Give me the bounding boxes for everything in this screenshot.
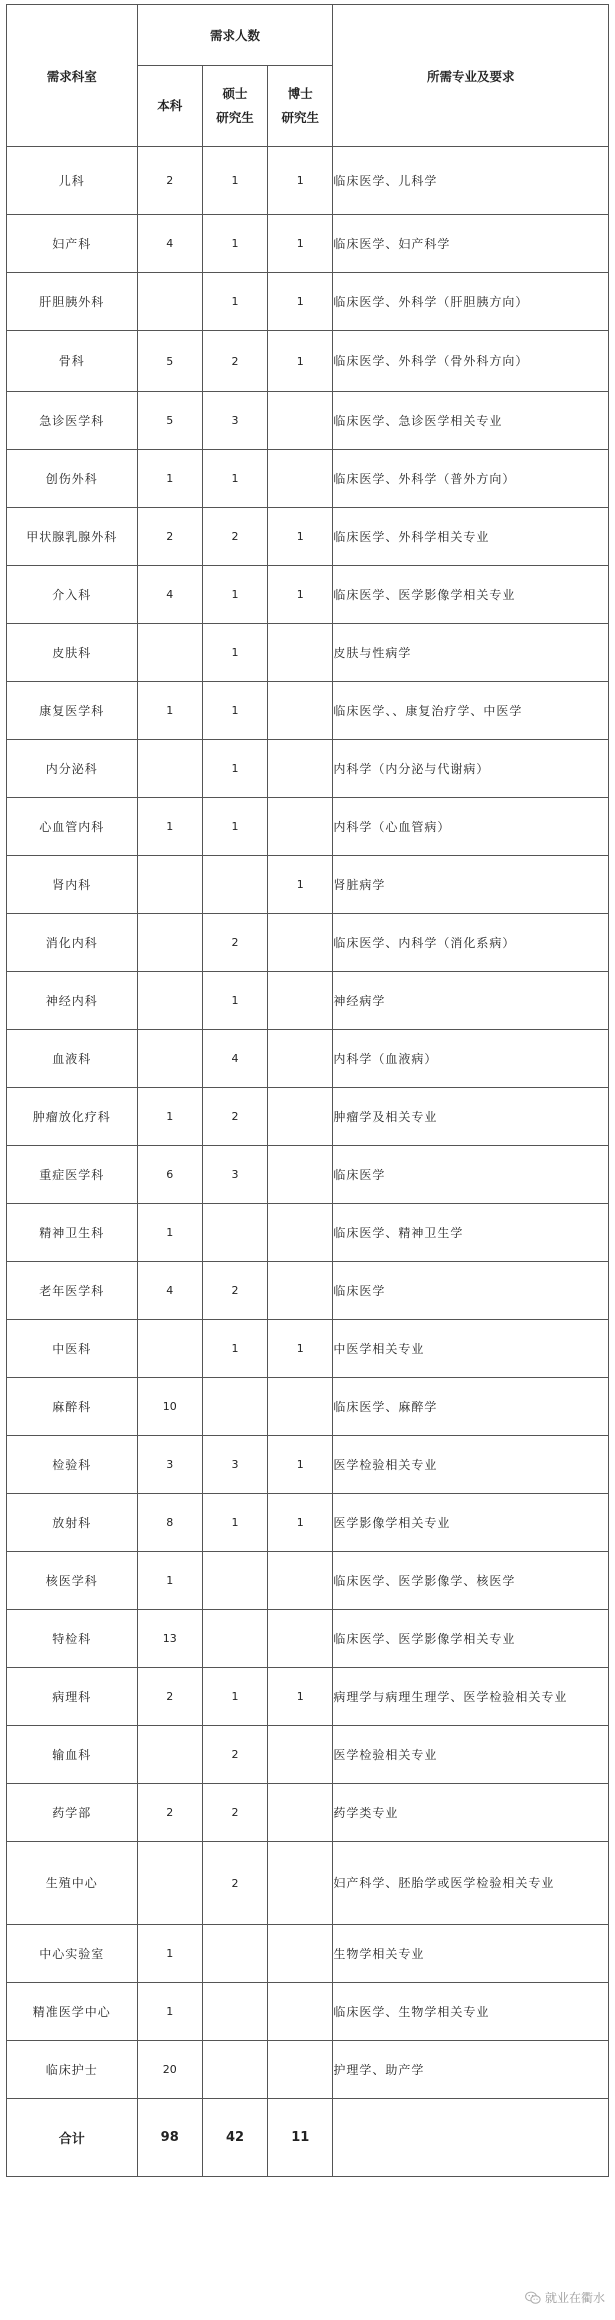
doctor-cell: 1 xyxy=(268,331,333,392)
bachelor-cell: 10 xyxy=(137,1378,202,1436)
doctor-cell xyxy=(268,1925,333,1983)
dept-cell: 康复医学科 xyxy=(7,682,138,740)
bachelor-cell: 2 xyxy=(137,1784,202,1842)
master-cell: 2 xyxy=(202,508,267,566)
master-cell xyxy=(202,1378,267,1436)
dept-cell: 药学部 xyxy=(7,1784,138,1842)
spec-cell: 皮肤与性病学 xyxy=(333,624,609,682)
table-row xyxy=(7,1784,609,1842)
table-row xyxy=(7,566,609,624)
dept-cell: 特检科 xyxy=(7,1610,138,1668)
bachelor-cell: 5 xyxy=(137,392,202,450)
bachelor-cell: 4 xyxy=(137,215,202,273)
doctor-cell xyxy=(268,1726,333,1784)
doctor-cell xyxy=(268,1088,333,1146)
master-cell xyxy=(202,1610,267,1668)
bachelor-cell: 1 xyxy=(137,798,202,856)
table-row xyxy=(7,972,609,1030)
table-row xyxy=(7,392,609,450)
table-row xyxy=(7,331,609,392)
spec-cell: 临床医学、外科学（肝胆胰方向） xyxy=(333,273,609,331)
master-cell: 1 xyxy=(202,1668,267,1726)
table-row xyxy=(7,273,609,331)
table-row xyxy=(7,2041,609,2099)
doctor-cell: 1 xyxy=(268,856,333,914)
bachelor-cell xyxy=(137,273,202,331)
table-row xyxy=(7,1842,609,1925)
master-cell: 1 xyxy=(202,273,267,331)
doctor-cell xyxy=(268,1552,333,1610)
doctor-cell xyxy=(268,392,333,450)
bachelor-cell xyxy=(137,624,202,682)
total-doctor: 11 xyxy=(268,2099,333,2177)
total-master: 42 xyxy=(202,2099,267,2177)
spec-cell: 临床医学、麻醉学 xyxy=(333,1378,609,1436)
table-row xyxy=(7,1610,609,1668)
recruitment-table xyxy=(6,4,609,2177)
dept-cell: 内分泌科 xyxy=(7,740,138,798)
dept-cell: 老年医学科 xyxy=(7,1262,138,1320)
bachelor-cell: 1 xyxy=(137,682,202,740)
spec-cell: 生物学相关专业 xyxy=(333,1925,609,1983)
doctor-cell xyxy=(268,798,333,856)
total-row xyxy=(7,2099,609,2177)
master-cell: 1 xyxy=(202,798,267,856)
master-cell: 1 xyxy=(202,682,267,740)
spec-cell: 临床医学、医学影像学相关专业 xyxy=(333,566,609,624)
table-row xyxy=(7,1494,609,1552)
dept-cell: 骨科 xyxy=(7,331,138,392)
spec-cell: 临床医学、生物学相关专业 xyxy=(333,1983,609,2041)
table-row xyxy=(7,1552,609,1610)
master-cell: 1 xyxy=(202,740,267,798)
total-label: 合计 xyxy=(7,2099,138,2177)
master-cell xyxy=(202,856,267,914)
spec-cell: 医学检验相关专业 xyxy=(333,1726,609,1784)
doctor-cell: 1 xyxy=(268,147,333,215)
spec-cell: 临床医学、医学影像学相关专业 xyxy=(333,1610,609,1668)
spec-cell: 内科学（心血管病） xyxy=(333,798,609,856)
table-row xyxy=(7,624,609,682)
bachelor-cell: 4 xyxy=(137,1262,202,1320)
doctor-cell: 1 xyxy=(268,1494,333,1552)
doctor-cell xyxy=(268,1983,333,2041)
doctor-cell: 1 xyxy=(268,1668,333,1726)
spec-cell: 肾脏病学 xyxy=(333,856,609,914)
dept-cell: 中医科 xyxy=(7,1320,138,1378)
dept-cell: 血液科 xyxy=(7,1030,138,1088)
dept-cell: 病理科 xyxy=(7,1668,138,1726)
dept-cell: 检验科 xyxy=(7,1436,138,1494)
dept-cell: 临床护士 xyxy=(7,2041,138,2099)
spec-cell: 临床医学、精神卫生学 xyxy=(333,1204,609,1262)
table-row xyxy=(7,1146,609,1204)
doctor-cell xyxy=(268,1262,333,1320)
wechat-icon xyxy=(525,2291,541,2305)
dept-cell: 精准医学中心 xyxy=(7,1983,138,2041)
master-cell: 4 xyxy=(202,1030,267,1088)
bachelor-cell xyxy=(137,1726,202,1784)
dept-cell: 肿瘤放化疗科 xyxy=(7,1088,138,1146)
doctor-cell xyxy=(268,1204,333,1262)
dept-cell: 消化内科 xyxy=(7,914,138,972)
table-row xyxy=(7,1262,609,1320)
master-cell: 1 xyxy=(202,972,267,1030)
spec-cell: 临床医学、内科学（消化系病） xyxy=(333,914,609,972)
master-cell: 1 xyxy=(202,147,267,215)
spec-cell: 内科学（内分泌与代谢病） xyxy=(333,740,609,798)
doctor-cell xyxy=(268,2041,333,2099)
doctor-cell xyxy=(268,1378,333,1436)
master-cell: 2 xyxy=(202,1726,267,1784)
master-cell: 2 xyxy=(202,1784,267,1842)
spec-cell: 医学检验相关专业 xyxy=(333,1436,609,1494)
dept-cell: 心血管内科 xyxy=(7,798,138,856)
spec-cell: 临床医学、外科学（骨外科方向） xyxy=(333,331,609,392)
master-cell: 2 xyxy=(202,914,267,972)
doctor-cell xyxy=(268,740,333,798)
spec-cell: 临床医学、外科学（普外方向） xyxy=(333,450,609,508)
table-row xyxy=(7,1925,609,1983)
doctor-cell xyxy=(268,1030,333,1088)
dept-cell: 精神卫生科 xyxy=(7,1204,138,1262)
table-row xyxy=(7,1088,609,1146)
spec-cell: 神经病学 xyxy=(333,972,609,1030)
master-cell: 2 xyxy=(202,1262,267,1320)
bachelor-cell xyxy=(137,972,202,1030)
dept-cell: 核医学科 xyxy=(7,1552,138,1610)
table-row xyxy=(7,1030,609,1088)
bachelor-cell: 13 xyxy=(137,1610,202,1668)
dept-cell: 重症医学科 xyxy=(7,1146,138,1204)
master-cell: 1 xyxy=(202,450,267,508)
total-bachelor: 98 xyxy=(137,2099,202,2177)
dept-cell: 肾内科 xyxy=(7,856,138,914)
spec-cell: 临床医学、儿科学 xyxy=(333,147,609,215)
master-cell: 1 xyxy=(202,1320,267,1378)
master-cell xyxy=(202,1204,267,1262)
table-row xyxy=(7,740,609,798)
table-row xyxy=(7,1668,609,1726)
doctor-cell: 1 xyxy=(268,566,333,624)
header-doctor: 博士 研究生 xyxy=(268,66,333,147)
bachelor-cell: 2 xyxy=(137,508,202,566)
doctor-cell xyxy=(268,1146,333,1204)
bachelor-cell: 5 xyxy=(137,331,202,392)
bachelor-cell: 1 xyxy=(137,1204,202,1262)
doctor-cell xyxy=(268,1610,333,1668)
spec-cell: 临床医学、妇产科学 xyxy=(333,215,609,273)
bachelor-cell: 1 xyxy=(137,450,202,508)
header-demand: 需求人数 xyxy=(137,5,333,66)
master-cell: 3 xyxy=(202,392,267,450)
dept-cell: 肝胆胰外科 xyxy=(7,273,138,331)
master-cell: 2 xyxy=(202,1088,267,1146)
bachelor-cell: 6 xyxy=(137,1146,202,1204)
dept-cell: 神经内科 xyxy=(7,972,138,1030)
spec-cell: 临床医学、医学影像学、核医学 xyxy=(333,1552,609,1610)
master-cell: 1 xyxy=(202,566,267,624)
dept-cell: 介入科 xyxy=(7,566,138,624)
bachelor-cell: 4 xyxy=(137,566,202,624)
header-master: 硕士 研究生 xyxy=(202,66,267,147)
master-cell: 2 xyxy=(202,1842,267,1925)
watermark-text: 就业在衢水 xyxy=(544,2291,605,2305)
table-row xyxy=(7,1204,609,1262)
doctor-cell xyxy=(268,682,333,740)
bachelor-cell xyxy=(137,740,202,798)
table-row xyxy=(7,508,609,566)
spec-cell: 妇产科学、胚胎学或医学检验相关专业 xyxy=(333,1842,609,1925)
bachelor-cell: 2 xyxy=(137,1668,202,1726)
bachelor-cell: 1 xyxy=(137,1088,202,1146)
header-bachelor: 本科 xyxy=(137,66,202,147)
spec-cell: 护理学、助产学 xyxy=(333,2041,609,2099)
bachelor-cell: 8 xyxy=(137,1494,202,1552)
table-row xyxy=(7,450,609,508)
table-body xyxy=(7,147,609,2099)
dept-cell: 中心实验室 xyxy=(7,1925,138,1983)
table-row xyxy=(7,1983,609,2041)
master-cell: 3 xyxy=(202,1146,267,1204)
dept-cell: 妇产科 xyxy=(7,215,138,273)
dept-cell: 甲状腺乳腺外科 xyxy=(7,508,138,566)
table-row xyxy=(7,1320,609,1378)
dept-cell: 麻醉科 xyxy=(7,1378,138,1436)
master-cell: 1 xyxy=(202,624,267,682)
dept-cell: 急诊医学科 xyxy=(7,392,138,450)
doctor-cell: 1 xyxy=(268,273,333,331)
bachelor-cell xyxy=(137,1320,202,1378)
doctor-cell: 1 xyxy=(268,1436,333,1494)
spec-cell: 临床医学、急诊医学相关专业 xyxy=(333,392,609,450)
header-spec: 所需专业及要求 xyxy=(333,5,609,147)
master-cell xyxy=(202,1552,267,1610)
table-row xyxy=(7,147,609,215)
master-cell: 3 xyxy=(202,1436,267,1494)
bachelor-cell: 1 xyxy=(137,1983,202,2041)
table-row xyxy=(7,682,609,740)
bachelor-cell xyxy=(137,1030,202,1088)
table-row xyxy=(7,1378,609,1436)
master-cell xyxy=(202,2041,267,2099)
table-row xyxy=(7,856,609,914)
dept-cell: 儿科 xyxy=(7,147,138,215)
bachelor-cell xyxy=(137,856,202,914)
doctor-cell xyxy=(268,624,333,682)
table-row xyxy=(7,1436,609,1494)
master-cell xyxy=(202,1983,267,2041)
header-dept: 需求科室 xyxy=(7,5,138,147)
dept-cell: 皮肤科 xyxy=(7,624,138,682)
bachelor-cell xyxy=(137,914,202,972)
doctor-cell: 1 xyxy=(268,215,333,273)
spec-cell: 中医学相关专业 xyxy=(333,1320,609,1378)
table-row xyxy=(7,1726,609,1784)
master-cell: 1 xyxy=(202,215,267,273)
doctor-cell: 1 xyxy=(268,1320,333,1378)
total-spec xyxy=(333,2099,609,2177)
master-cell: 2 xyxy=(202,331,267,392)
spec-cell: 药学类专业 xyxy=(333,1784,609,1842)
spec-cell: 内科学（血液病） xyxy=(333,1030,609,1088)
spec-cell: 肿瘤学及相关专业 xyxy=(333,1088,609,1146)
doctor-cell xyxy=(268,1842,333,1925)
table-row xyxy=(7,798,609,856)
table-row xyxy=(7,914,609,972)
bachelor-cell: 20 xyxy=(137,2041,202,2099)
table-row xyxy=(7,215,609,273)
spec-cell: 临床医学、、康复治疗学、中医学 xyxy=(333,682,609,740)
doctor-cell xyxy=(268,1784,333,1842)
master-cell: 1 xyxy=(202,1494,267,1552)
bachelor-cell: 2 xyxy=(137,147,202,215)
watermark xyxy=(525,2289,605,2306)
spec-cell: 临床医学 xyxy=(333,1262,609,1320)
spec-cell: 医学影像学相关专业 xyxy=(333,1494,609,1552)
bachelor-cell xyxy=(137,1842,202,1925)
bachelor-cell: 1 xyxy=(137,1552,202,1610)
dept-cell: 放射科 xyxy=(7,1494,138,1552)
dept-cell: 创伤外科 xyxy=(7,450,138,508)
spec-cell: 临床医学、外科学相关专业 xyxy=(333,508,609,566)
bachelor-cell: 1 xyxy=(137,1925,202,1983)
dept-cell: 生殖中心 xyxy=(7,1842,138,1925)
doctor-cell: 1 xyxy=(268,508,333,566)
doctor-cell xyxy=(268,914,333,972)
dept-cell: 输血科 xyxy=(7,1726,138,1784)
master-cell xyxy=(202,1925,267,1983)
bachelor-cell: 3 xyxy=(137,1436,202,1494)
doctor-cell xyxy=(268,450,333,508)
spec-cell: 病理学与病理生理学、医学检验相关专业 xyxy=(333,1668,609,1726)
doctor-cell xyxy=(268,972,333,1030)
spec-cell: 临床医学 xyxy=(333,1146,609,1204)
